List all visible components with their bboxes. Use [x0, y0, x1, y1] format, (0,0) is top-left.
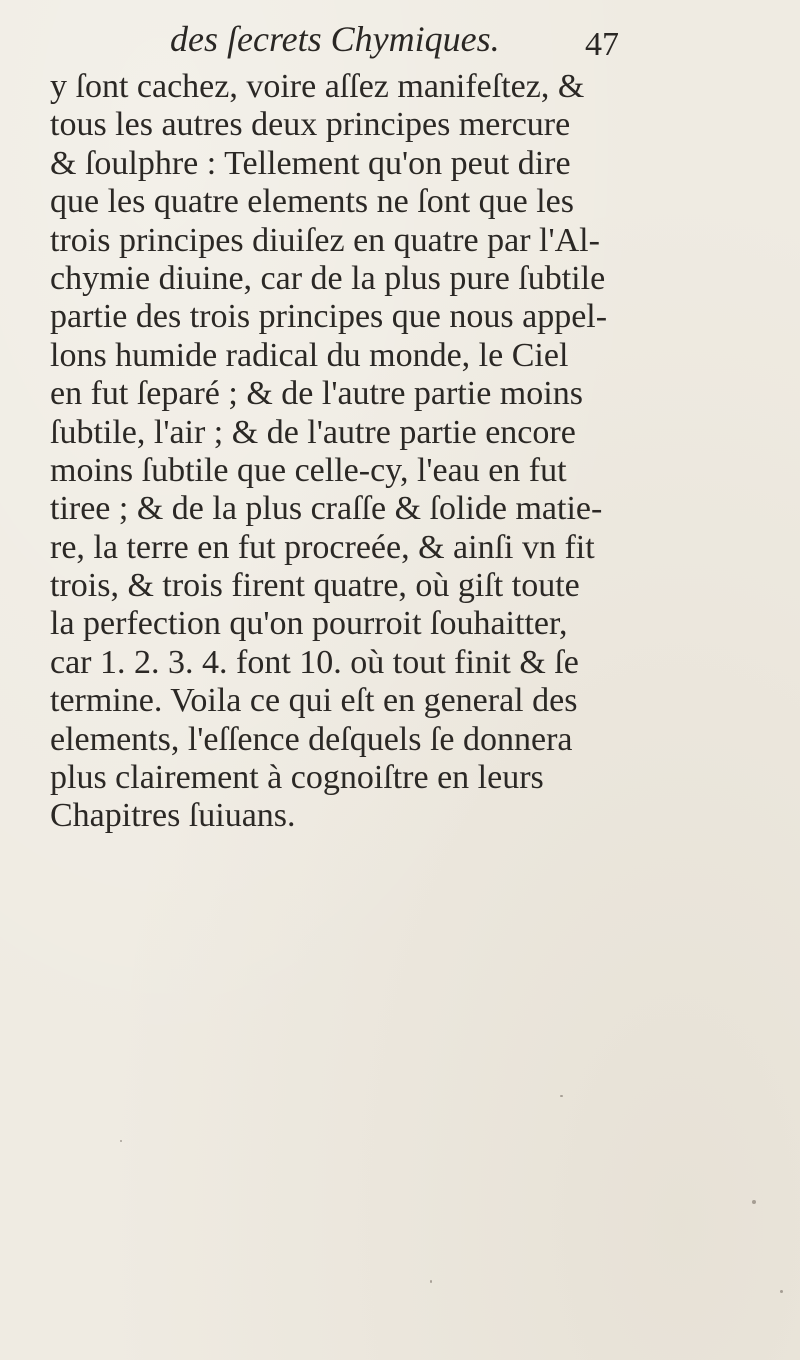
text-line: partie des trois principes que nous appel- — [50, 298, 608, 336]
text-line: car 1. 2. 3. 4. font 10. où tout finit & ſe — [50, 643, 579, 681]
text-line: moins ſubtile que celle-cy, l'eau en fut — [50, 451, 567, 489]
page-header — [40, 12, 680, 72]
paper-speck — [120, 1140, 122, 1142]
text-line: chymie diuine, car de la plus pure ſubtile — [50, 259, 606, 297]
paper-speck — [560, 1095, 563, 1097]
text-line: en fut ſeparé ; & de l'autre partie moins — [50, 375, 583, 413]
text-line: y ſont cachez, voire aſſez manifeſtez, & — [50, 68, 585, 105]
page-number: 47 — [585, 26, 619, 63]
text-line: & ſoulphre : Tellement qu'on peut dire — [50, 144, 571, 182]
paper-speck — [430, 1280, 432, 1283]
text-line: trois, & trois firent quatre, où giſt toute — [50, 567, 580, 605]
body-text — [50, 68, 770, 836]
text-line: ſubtile, l'air ; & de l'autre partie encore — [50, 413, 576, 451]
text-line: tous les autres deux principes mercure — [50, 106, 571, 144]
text-line: tiree ; & de la plus craſſe & ſolide matie- — [50, 490, 603, 528]
text-line: la perfection qu'on pourroit ſouhaitter, — [50, 605, 568, 643]
text-line: re, la terre en fut procreée, & ainſi vn fit — [50, 528, 595, 566]
running-head-title: des ſecrets Chymiques. — [170, 19, 500, 59]
text-line: elements, l'eſſence deſquels ſe donnera — [50, 720, 573, 758]
text-line: lons humide radical du monde, le Ciel — [50, 336, 569, 374]
text-line: plus clairement à cognoiſtre en leurs — [50, 759, 544, 797]
text-line: que les quatre elements ne ſont que les — [50, 183, 574, 221]
text-line: Chapitres ſuiuans. — [50, 797, 296, 835]
paper-speck — [780, 1290, 783, 1293]
text-line: termine. Voila ce qui eſt en general des — [50, 682, 578, 720]
text-line: trois principes diuiſez en quatre par l'Al- — [50, 221, 600, 259]
paper-speck — [752, 1200, 756, 1204]
